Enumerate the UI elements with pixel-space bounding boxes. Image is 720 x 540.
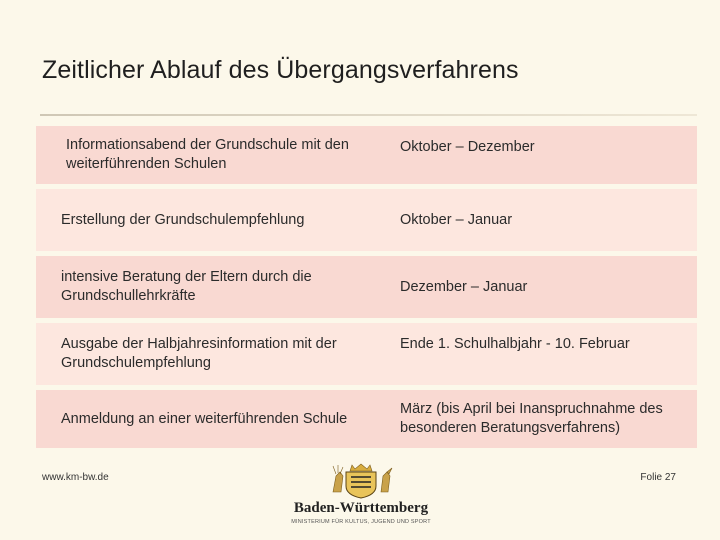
activity-cell: intensive Beratung der Eltern durch die Grundschullehrkräfte xyxy=(61,269,312,304)
period-cell: März (bis April bei Inanspruchnahme des besonderen Beratungsverfahrens) xyxy=(400,401,663,436)
slide-number: Folie 27 xyxy=(640,472,676,483)
logo-wordmark: Baden-Württemberg xyxy=(293,500,429,516)
period-cell: Ende 1. Schulhalbjahr - 10. Februar xyxy=(400,336,630,352)
period-cell: Dezember – Januar xyxy=(400,278,528,295)
table-row xyxy=(36,323,697,385)
period-cell: Oktober – Januar xyxy=(400,211,513,228)
table-row xyxy=(36,390,697,448)
coat-of-arms-icon xyxy=(288,462,434,500)
footer-url: www.km-bw.de xyxy=(42,472,109,483)
activity-cell: Ausgabe der Halbjahresinformation mit der Grundschulempfehlung xyxy=(61,336,337,371)
title-divider xyxy=(40,114,697,116)
activity-cell: Anmeldung an einer weiterführenden Schule xyxy=(61,410,348,427)
state-logo xyxy=(288,462,434,532)
table-row xyxy=(36,189,697,251)
logo-subtitle: MINISTERIUM FÜR KULTUS, JUGEND UND SPORT xyxy=(291,519,431,525)
activity-cell: Informationsabend der Grundschule mit den weiterführenden Schulen xyxy=(66,137,349,172)
table-row xyxy=(36,126,697,184)
period-cell: Oktober – Dezember xyxy=(400,139,535,155)
slide-title: Zeitlicher Ablauf des Übergangsverfahrens xyxy=(42,56,519,84)
activity-cell: Erstellung der Grundschulempfehlung xyxy=(61,211,305,228)
table-row xyxy=(36,256,697,318)
